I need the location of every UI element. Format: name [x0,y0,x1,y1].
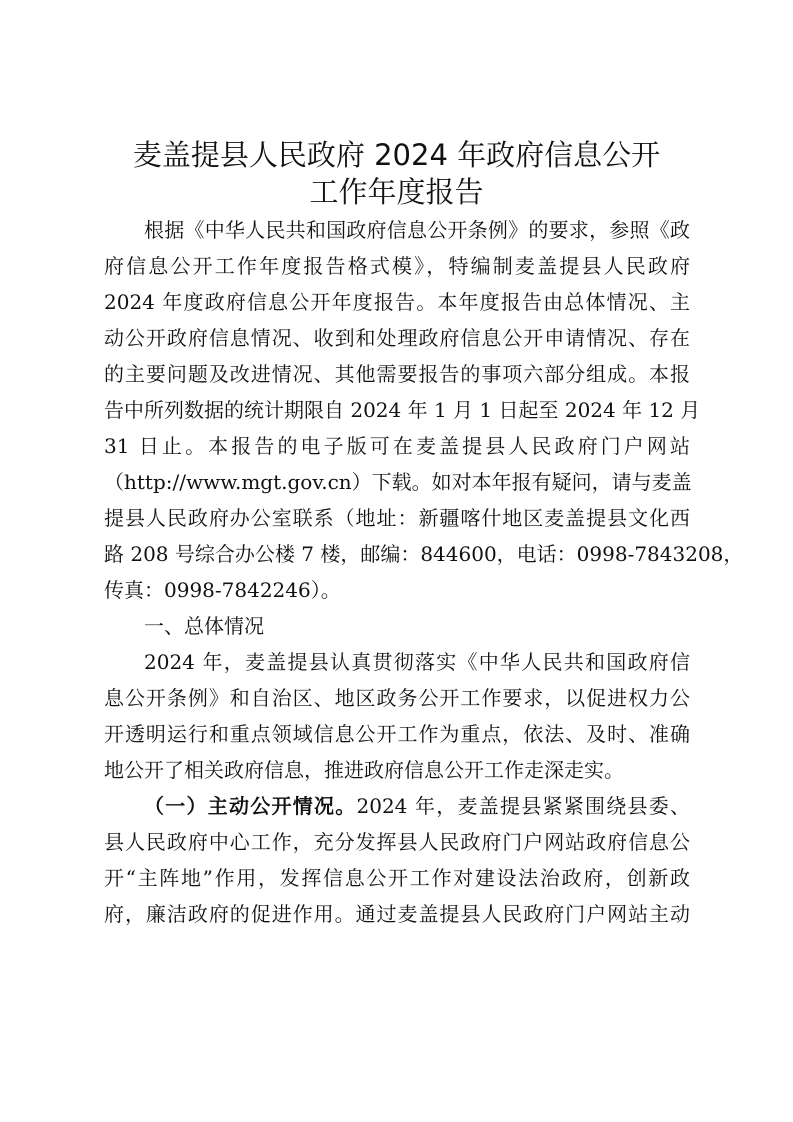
document-title-line-2: 工作年度报告 [309,175,484,209]
intro-line: 2024 年度政府信息公开年度报告。本年度报告由总体情况、主 [104,290,690,314]
intro-line: 动公开政府信息情况、收到和处理政府信息公开申请情况、存在 [104,326,690,350]
subsection-heading: （一）主动公开情况。 [144,794,357,818]
document-title-line-1: 麦盖提县人民政府 2024 年政府信息公开 [132,138,661,172]
document-body [104,212,744,932]
intro-line: 的主要问题及改进情况、其他需要报告的事项六部分组成。本报 [104,362,690,386]
subsection1-line: 府，廉洁政府的促进作用。通过麦盖提县人民政府门户网站主动 [104,902,690,926]
section1-line: 息公开条例》和自治区、地区政务公开工作要求，以促进权力公 [104,686,690,710]
subsection1-paragraph [104,788,690,932]
subsection1-first-line [104,788,690,824]
section1-paragraph [104,644,690,788]
section1-line: 2024 年，麦盖提县认真贯彻落实《中华人民共和国政府信 [144,650,690,674]
subsection1-line: 开“主阵地”作用，发挥信息公开工作对建设法治政府，创新政 [104,866,690,890]
intro-paragraph [104,212,744,608]
intro-line: 31 日止。本报告的电子版可在麦盖提县人民政府门户网站 [104,434,690,458]
intro-line: 路 208 号综合办公楼 7 楼，邮编：844600，电话：0998-7843208， [104,542,744,566]
intro-line: 府信息公开工作年度报告格式模》，特编制麦盖提县人民政府 [104,254,690,278]
subsection1-first-line-text: 2024 年，麦盖提县紧紧围绕县委、 [356,794,690,818]
section1-line: 地公开了相关政府信息，推进政府信息公开工作走深走实。 [104,758,624,782]
section-heading: 一、总体情况 [144,614,264,638]
intro-line: 告中所列数据的统计期限自 2024 年 1 月 1 日起至 2024 年 12 月 [104,398,701,422]
subsection1-line: 县人民政府中心工作，充分发挥县人民政府门户网站政府信息公 [104,830,690,854]
section1-line: 开透明运行和重点领域信息公开工作为重点，依法、及时、准确 [104,722,690,746]
intro-line: 根据《中华人民共和国政府信息公开条例》的要求，参照《政 [144,218,690,242]
intro-line: （http://www.mgt.gov.cn）下载。如对本年报有疑问，请与麦盖 [104,470,692,494]
intro-line: 提县人民政府办公室联系（地址：新疆喀什地区麦盖提县文化西 [104,506,690,530]
intro-line: 传真：0998-7842246）。 [104,578,341,602]
